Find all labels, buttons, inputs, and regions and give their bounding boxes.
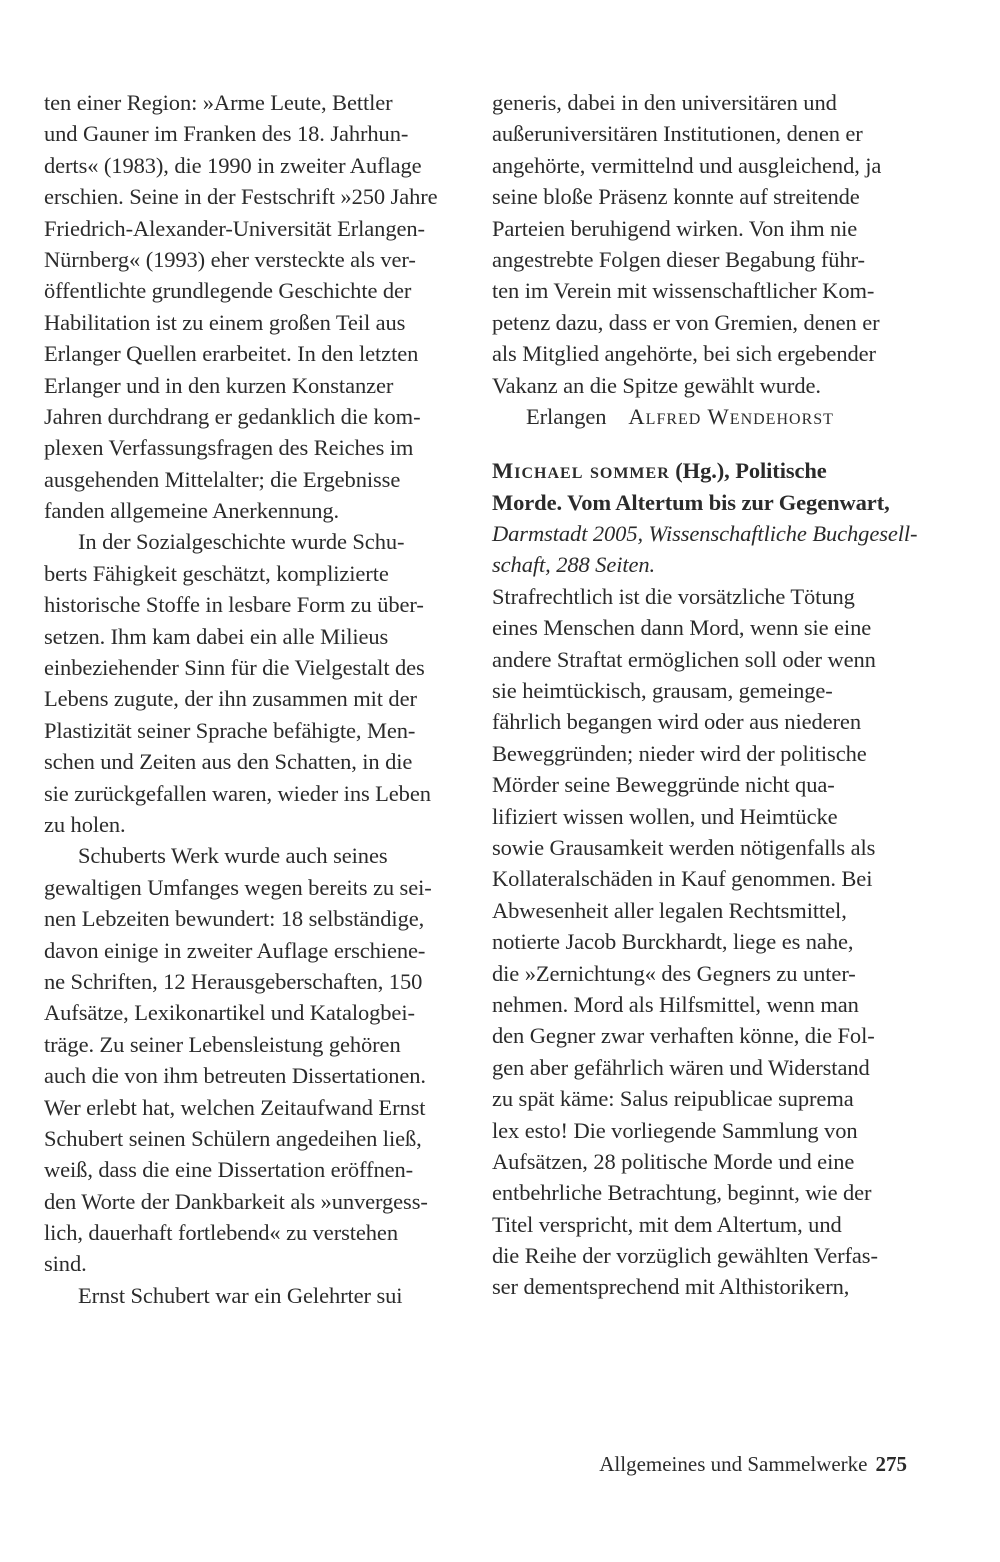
page-number: 275 <box>875 1452 907 1476</box>
text-line: Erlanger und in den kurzen Konstanzer <box>44 372 394 398</box>
section-gap <box>492 432 917 455</box>
text-line: außeruniversitären Institutionen, denen er <box>492 121 863 147</box>
text-line: seine bloße Präsenz konnte auf streitende <box>492 184 860 210</box>
text-line: entbehrliche Betrachtung, beginnt, wie der <box>492 1180 872 1206</box>
text-line: sie heimtückisch, grausam, gemeinge- <box>492 678 833 704</box>
text-line: ser dementsprechend mit Althistorikern, <box>492 1274 850 1300</box>
text-line: Parteien beruhigend wirken. Von ihm nie <box>492 215 858 241</box>
text-line: Schubert seinen Schülern angedeihen ließ, <box>44 1125 422 1151</box>
text-line: davon einige in zweiter Auflage erschiene- <box>44 937 426 963</box>
text-line: gewaltigen Umfanges wegen bereits zu sei- <box>44 874 432 900</box>
text-line: ten einer Region: »Arme Leute, Bettler <box>44 90 393 115</box>
text-line: Wer erlebt hat, welchen Zeitaufwand Ernst <box>44 1094 426 1120</box>
text-line: lex esto! Die vorliegende Sammlung von <box>492 1117 858 1143</box>
text-line: nen Lebzeiten bewundert: 18 selbständige, <box>44 906 425 932</box>
review-editor-suffix: (Hg.), Politische <box>669 458 827 484</box>
text-line: sind. <box>44 1251 87 1277</box>
text-line: als Mitglied angehörte, bei sich ergebender <box>492 341 876 367</box>
text-line: Vakanz an die Spitze gewählt wurde. <box>492 372 821 398</box>
text-line: gen aber gefährlich wären und Widerstand <box>492 1054 870 1080</box>
text-line: Lebens zugute, der ihn zusammen mit der <box>44 686 417 712</box>
text-line: Nürnberg« (1993) eher versteckte als ver- <box>44 246 416 272</box>
text-line: die Reihe der vorzüglich gewählten Verfas- <box>492 1243 878 1269</box>
text-line: Beweggründen; nieder wird der politische <box>492 740 867 766</box>
text-line: auch die von ihm betreuten Dissertationen. <box>44 1063 426 1089</box>
text-line: Aufsätze, Lexikonartikel und Katalogbei- <box>44 1000 415 1026</box>
paragraph-start-line: Schuberts Werk wurde auch seines <box>78 843 388 869</box>
text-line: Plastizität seiner Sprache befähigte, Men- <box>44 717 416 743</box>
signature-place: Erlangen <box>526 403 607 429</box>
review-publication-line: Darmstadt 2005, Wissenschaftliche Buchgesell- <box>492 521 918 547</box>
text-line: und Gauner im Franken des 18. Jahrhun- <box>44 121 409 147</box>
text-line: andere Straftat ermöglichen soll oder wenn <box>492 646 876 672</box>
text-line: zu spät käme: Salus reipublicae suprema <box>492 1086 854 1112</box>
text-line: Friedrich-Alexander-Universität Erlangen- <box>44 215 425 241</box>
text-line: Aufsätzen, 28 politische Morde und eine <box>492 1148 855 1174</box>
text-line: Jahren durchdrang er gedanklich die kom- <box>44 403 421 429</box>
text-line: generis, dabei in den universitären und <box>492 90 837 115</box>
text-line: lifiziert wissen wollen, und Heimtücke <box>492 803 838 829</box>
text-line: schen und Zeiten aus den Schatten, in die <box>44 749 413 775</box>
text-line: öffentlichte grundlegende Geschichte der <box>44 278 412 304</box>
page-footer <box>599 1452 907 1477</box>
running-footer-section: Allgemeines und Sammelwerke <box>599 1452 868 1476</box>
text-line: historische Stoffe in lesbare Form zu über- <box>44 592 424 618</box>
paragraph-start-line: In der Sozialgeschichte wurde Schu- <box>78 529 405 555</box>
text-line: den Gegner zwar verhaften könne, die Fol- <box>492 1023 875 1049</box>
text-line: ne Schriften, 12 Herausgeberschaften, 150 <box>44 968 423 994</box>
left-column <box>44 87 469 1311</box>
text-line: sie zurückgefallen waren, wieder ins Leben <box>44 780 431 806</box>
text-line: eines Menschen dann Mord, wenn sie eine <box>492 615 872 641</box>
text-line: angehörte, vermittelnd und ausgleichend, ja <box>492 152 882 178</box>
text-line: lich, dauerhaft fortlebend« zu verstehen <box>44 1220 398 1246</box>
signature-author: Alfred Wendehorst <box>628 403 834 429</box>
text-line: sowie Grausamkeit werden nötigenfalls als <box>492 834 876 860</box>
text-line: fährlich begangen wird oder aus niederen <box>492 709 861 735</box>
paragraph-start-line: Ernst Schubert war ein Gelehrter sui <box>78 1282 403 1308</box>
text-line: derts« (1983), die 1990 in zweiter Auflage <box>44 152 422 178</box>
text-line: die »Zernichtung« des Gegners zu unter- <box>492 960 856 986</box>
text-line: ausgehenden Mittelalter; die Ergebnisse <box>44 466 401 492</box>
text-line: plexen Verfassungsfragen des Reiches im <box>44 435 414 461</box>
review-heading-line <box>492 455 917 486</box>
text-line: träge. Zu seiner Lebensleistung gehören <box>44 1031 401 1057</box>
text-line: Abwesenheit aller legalen Rechtsmittel, <box>492 897 847 923</box>
review-editor: Michael sommer <box>492 458 670 484</box>
text-line: petenz dazu, dass er von Gremien, denen er <box>492 309 880 335</box>
text-line: Erlanger Quellen erarbeitet. In den letzten <box>44 341 419 367</box>
text-line: angestrebte Folgen dieser Begabung führ- <box>492 246 865 272</box>
text-line: berts Fähigkeit geschätzt, komplizierte <box>44 560 389 586</box>
text-line: weiß, dass die eine Dissertation eröffnen- <box>44 1157 414 1183</box>
text-line: erschien. Seine in der Festschrift »250 Jahre <box>44 184 438 210</box>
right-column <box>492 87 917 1303</box>
text-line: Habilitation ist zu einem großen Teil aus <box>44 309 406 335</box>
review-signature <box>492 401 917 432</box>
text-line: Titel verspricht, mit dem Altertum, und <box>492 1211 842 1237</box>
text-line: zu holen. <box>44 811 126 837</box>
text-line: setzen. Ihm kam dabei ein alle Milieus <box>44 623 389 649</box>
text-line: notierte Jacob Burckhardt, liege es nahe, <box>492 929 854 955</box>
text-line: nehmen. Mord als Hilfsmittel, wenn man <box>492 991 859 1017</box>
review-publication-line: schaft, 288 Seiten. <box>492 552 656 578</box>
text-line: Mörder seine Beweggründe nicht qua- <box>492 772 835 798</box>
text-line: Kollateralschäden in Kauf genommen. Bei <box>492 866 873 892</box>
text-line: Strafrechtlich ist die vorsätzliche Tötung <box>492 583 855 609</box>
text-line: einbeziehender Sinn für die Vielgestalt des <box>44 655 425 681</box>
review-title-line: Morde. Vom Altertum bis zur Gegenwart, <box>492 489 890 515</box>
text-line: ten im Verein mit wissenschaftlicher Kom- <box>492 278 875 304</box>
text-line: den Worte der Dankbarkeit als »unvergess- <box>44 1188 428 1214</box>
text-line: fanden allgemeine Anerkennung. <box>44 498 340 524</box>
